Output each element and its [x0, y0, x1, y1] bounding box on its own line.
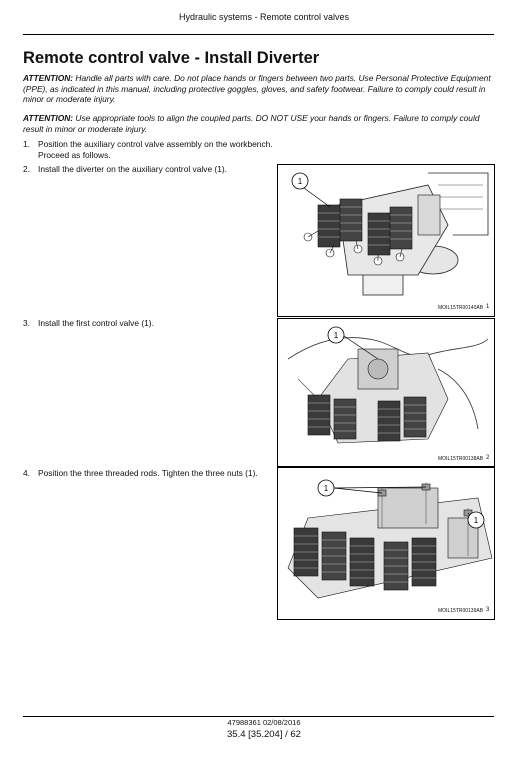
attention-note-tools [23, 113, 501, 134]
figure-2 [277, 318, 495, 467]
header-rule [23, 34, 494, 35]
figure-number: 2 [486, 455, 490, 461]
step-number: 4. [23, 468, 30, 478]
control-valve-illustration [278, 319, 494, 451]
figure-3 [277, 467, 495, 620]
callout-label: 1 [473, 516, 479, 525]
callout-1 [328, 327, 378, 359]
footer-doc-id: 47988361 02/08/2016 [227, 718, 301, 727]
step-number: 2. [23, 164, 30, 174]
step-text: Position the auxiliary control valve assembly on the workbench. Proceed as follows. [38, 139, 273, 160]
callout-label: 1 [297, 177, 303, 186]
section-title: Remote control valve - Install Diverter [23, 49, 320, 67]
attention-text: Handle all parts with care. Do not place hands or fingers between two parts. Use Personal Protective Equipment (PPE), as indicated in this manual, including protective goggles, gloves, and safety footwear. Failure to comply could result in minor or moderate injury. [23, 73, 491, 105]
running-header: Hydraulic systems - Remote control valves [178, 12, 350, 22]
figure-code: MOIL15TR00138AB [438, 456, 484, 462]
figure-1 [277, 164, 495, 317]
step-text: Install the diverter on the auxiliary control valve (1). [38, 164, 227, 174]
callout-label: 1 [323, 484, 329, 493]
footer-page-number: 35.4 [35.204] / 62 [227, 729, 301, 740]
step-number: 1. [23, 139, 30, 149]
callout-1b [468, 512, 484, 528]
figure-number: 3 [486, 607, 490, 613]
step-1 [23, 139, 273, 160]
figure-code: MOIL15TR00139AB [438, 608, 484, 614]
step-text: Install the first control valve (1). [38, 318, 154, 328]
figure-code: MOIL15TR00140AB [438, 305, 484, 311]
valve-diverter-illustration [278, 165, 494, 301]
step-3 [23, 318, 273, 329]
figure-number: 1 [486, 304, 490, 310]
step-2 [23, 164, 273, 175]
threaded-rods-illustration [278, 468, 494, 604]
attention-text: Use appropriate tools to align the coupled parts. DO NOT USE your hands or fingers. Failure to comply could result in minor or moderate injury. [23, 113, 480, 134]
step-number: 3. [23, 318, 30, 328]
footer-rule [23, 716, 494, 717]
step-text: Position the three threaded rods. Tighten the three nuts (1). [38, 468, 258, 478]
attention-label: ATTENTION: [23, 113, 74, 123]
step-4 [23, 468, 273, 479]
callout-1 [292, 173, 330, 207]
attention-label: ATTENTION: [23, 73, 74, 83]
callout-label: 1 [333, 331, 339, 340]
attention-note-ppe [23, 73, 501, 105]
